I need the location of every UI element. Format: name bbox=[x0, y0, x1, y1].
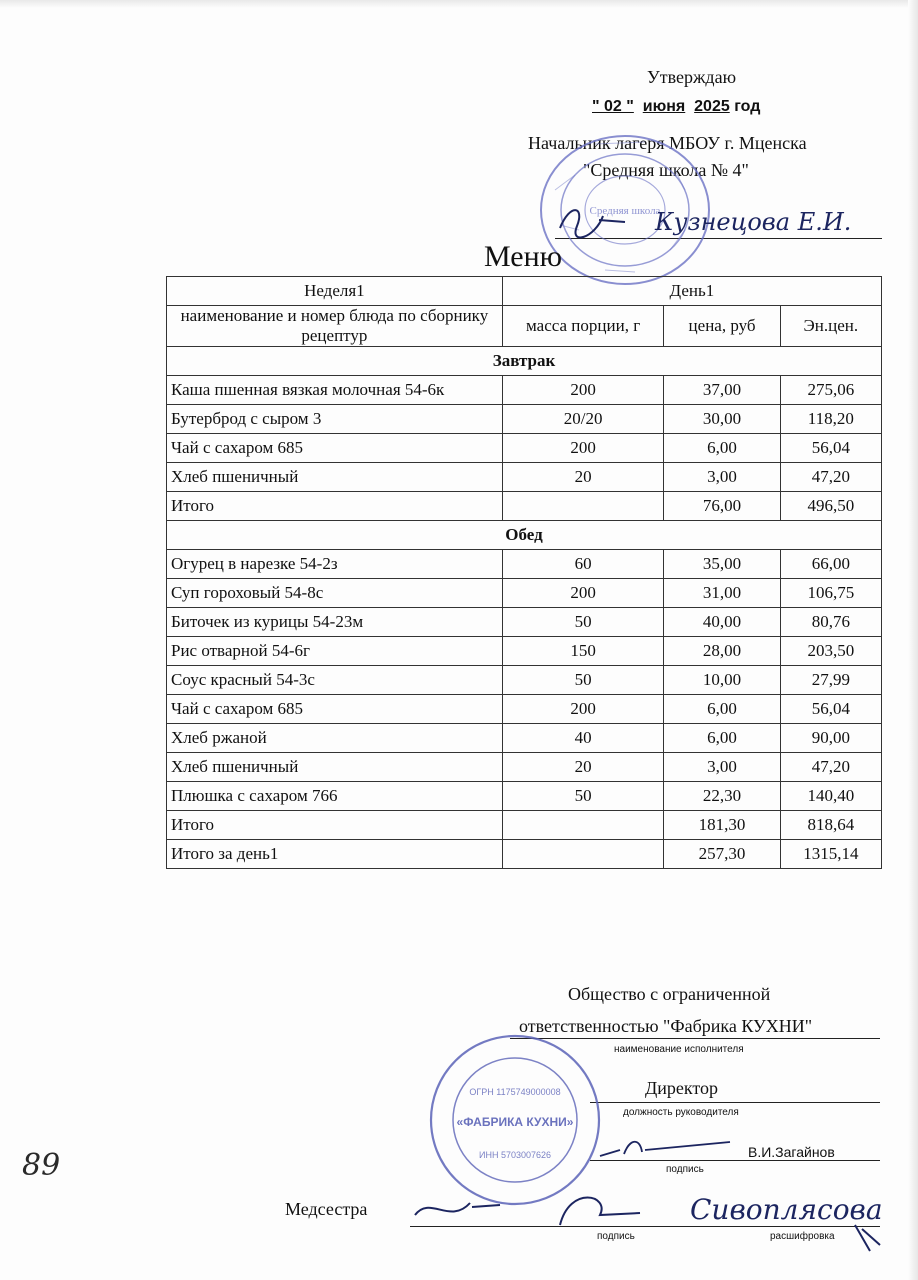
day-cell: День1 bbox=[502, 277, 881, 306]
dish-energy: 140,40 bbox=[780, 782, 881, 811]
dish-mass: 200 bbox=[502, 695, 664, 724]
dish-mass: 20/20 bbox=[502, 405, 664, 434]
dish-price: 3,00 bbox=[664, 463, 780, 492]
margin-note: 89 bbox=[22, 1148, 61, 1183]
company-stamp bbox=[425, 1030, 605, 1210]
total-energy: 496,50 bbox=[780, 492, 881, 521]
total-mass bbox=[502, 492, 664, 521]
approval-date-month: июня bbox=[642, 98, 686, 115]
dish-name: Хлеб пшеничный bbox=[167, 753, 503, 782]
dish-energy: 80,76 bbox=[780, 608, 881, 637]
day-total-price: 257,30 bbox=[664, 840, 780, 869]
header-price: цена, руб bbox=[664, 306, 780, 347]
dish-energy: 27,99 bbox=[780, 666, 881, 695]
day-total-energy: 1315,14 bbox=[780, 840, 881, 869]
dish-price: 6,00 bbox=[664, 434, 780, 463]
menu-title: Меню bbox=[484, 240, 563, 273]
dish-name: Хлеб ржаной bbox=[167, 724, 503, 753]
dish-mass: 50 bbox=[502, 782, 664, 811]
director-name: В.И.Загайнов bbox=[748, 1144, 835, 1160]
table-row bbox=[167, 753, 882, 782]
dish-name: Чай с сахаром 685 bbox=[167, 434, 503, 463]
table-row bbox=[167, 579, 882, 608]
week-cell: Неделя1 bbox=[167, 277, 503, 306]
approval-position-line2: "Средняя школа № 4" bbox=[583, 160, 749, 180]
dish-name: Плюшка с сахаром 766 bbox=[167, 782, 503, 811]
total-label: Итого bbox=[167, 492, 503, 521]
dish-mass: 60 bbox=[502, 550, 664, 579]
dish-mass: 50 bbox=[502, 608, 664, 637]
dish-name: Рис отварной 54-6г bbox=[167, 637, 503, 666]
director-signature bbox=[590, 1128, 750, 1168]
day-total-row bbox=[167, 840, 882, 869]
section-lunch bbox=[167, 521, 882, 550]
dish-price: 30,00 bbox=[664, 405, 780, 434]
day-total-mass bbox=[502, 840, 664, 869]
table-row bbox=[167, 666, 882, 695]
dish-energy: 203,50 bbox=[780, 637, 881, 666]
dish-mass: 50 bbox=[502, 666, 664, 695]
approval-date bbox=[592, 98, 760, 116]
dish-price: 10,00 bbox=[664, 666, 780, 695]
dish-name: Огурец в нарезке 54-2з bbox=[167, 550, 503, 579]
dish-energy: 56,04 bbox=[780, 434, 881, 463]
nurse-signature-text: Сивоплясова bbox=[690, 1193, 883, 1226]
page-edge-top bbox=[0, 0, 918, 8]
table-header-columns-row bbox=[167, 306, 882, 347]
dish-mass: 150 bbox=[502, 637, 664, 666]
dish-energy: 275,06 bbox=[780, 376, 881, 405]
table-row bbox=[167, 434, 882, 463]
total-price: 181,30 bbox=[664, 811, 780, 840]
dish-price: 22,30 bbox=[664, 782, 780, 811]
dish-price: 40,00 bbox=[664, 608, 780, 637]
dish-name: Чай с сахаром 685 bbox=[167, 695, 503, 724]
dish-name: Соус красный 54-3с bbox=[167, 666, 503, 695]
table-row bbox=[167, 463, 882, 492]
dish-price: 3,00 bbox=[664, 753, 780, 782]
section-breakfast bbox=[167, 347, 882, 376]
table-row bbox=[167, 782, 882, 811]
dish-price: 28,00 bbox=[664, 637, 780, 666]
dish-price: 35,00 bbox=[664, 550, 780, 579]
table-row bbox=[167, 405, 882, 434]
executor-position-line bbox=[590, 1102, 880, 1103]
dish-mass: 200 bbox=[502, 434, 664, 463]
company-stamp-ogrn: ОГРН 1175749000008 bbox=[469, 1087, 561, 1097]
executor-position-caption: должность руководителя bbox=[623, 1107, 739, 1118]
dish-mass: 200 bbox=[502, 376, 664, 405]
dish-mass: 20 bbox=[502, 463, 664, 492]
table-row bbox=[167, 637, 882, 666]
approval-date-year: 2025 bbox=[694, 98, 730, 115]
dish-name: Суп гороховый 54-8с bbox=[167, 579, 503, 608]
nurse-signature-caption: подпись bbox=[597, 1231, 635, 1242]
dish-price: 6,00 bbox=[664, 695, 780, 724]
approval-position-line1: Начальник лагеря МБОУ г. Мценска bbox=[528, 133, 807, 153]
approval-signature bbox=[555, 198, 885, 248]
approval-signature-text: Кузнецова Е.И. bbox=[655, 208, 852, 236]
table-row bbox=[167, 695, 882, 724]
nurse-decode-caption: расшифровка bbox=[770, 1231, 835, 1242]
total-mass bbox=[502, 811, 664, 840]
lunch-total-row bbox=[167, 811, 882, 840]
company-stamp-inn: ИНН 5703007626 bbox=[478, 1150, 552, 1160]
nurse-signature bbox=[410, 1185, 890, 1255]
dish-name: Биточек из курицы 54-23м bbox=[167, 608, 503, 637]
dish-energy: 47,20 bbox=[780, 463, 881, 492]
company-stamp-center: «ФАБРИКА КУХНИ» bbox=[456, 1115, 574, 1129]
table-row bbox=[167, 724, 882, 753]
total-label: Итого bbox=[167, 811, 503, 840]
approval-date-suffix: год bbox=[734, 98, 761, 115]
executor-position: Директор bbox=[645, 1078, 719, 1098]
dish-energy: 118,20 bbox=[780, 405, 881, 434]
page-edge-right bbox=[908, 0, 918, 1280]
table-row bbox=[167, 550, 882, 579]
director-signature-caption: подпись bbox=[666, 1164, 704, 1175]
nurse-label: Медсестра bbox=[285, 1199, 368, 1219]
table-header-week-row bbox=[167, 277, 882, 306]
header-energy: Эн.цен. bbox=[780, 306, 881, 347]
executor-org-line1: Общество с ограниченной bbox=[568, 984, 771, 1004]
approval-title: Утверждаю bbox=[647, 67, 737, 87]
table-row bbox=[167, 608, 882, 637]
table-row bbox=[167, 376, 882, 405]
header-name: наименование и номер блюда по сборнику рецептур bbox=[167, 306, 503, 347]
dish-energy: 106,75 bbox=[780, 579, 881, 608]
breakfast-total-row bbox=[167, 492, 882, 521]
dish-price: 37,00 bbox=[664, 376, 780, 405]
dish-energy: 56,04 bbox=[780, 695, 881, 724]
section-title: Завтрак bbox=[167, 347, 882, 376]
approval-date-day: " 02 " bbox=[592, 98, 634, 115]
section-title: Обед bbox=[167, 521, 882, 550]
dish-name: Каша пшенная вязкая молочная 54-6к bbox=[167, 376, 503, 405]
dish-mass: 40 bbox=[502, 724, 664, 753]
dish-energy: 90,00 bbox=[780, 724, 881, 753]
header-mass: масса порции, г bbox=[502, 306, 664, 347]
menu-table bbox=[166, 276, 882, 869]
total-price: 76,00 bbox=[664, 492, 780, 521]
school-stamp-center: Средняя школа bbox=[589, 205, 661, 217]
dish-price: 31,00 bbox=[664, 579, 780, 608]
executor-org-caption: наименование исполнителя bbox=[614, 1044, 744, 1055]
dish-mass: 20 bbox=[502, 753, 664, 782]
dish-name: Бутерброд с сыром 3 bbox=[167, 405, 503, 434]
total-energy: 818,64 bbox=[780, 811, 881, 840]
dish-mass: 200 bbox=[502, 579, 664, 608]
executor-org-line2: ответственностью "Фабрика КУХНИ" bbox=[519, 1016, 813, 1036]
dish-price: 6,00 bbox=[664, 724, 780, 753]
dish-energy: 47,20 bbox=[780, 753, 881, 782]
day-total-label: Итого за день1 bbox=[167, 840, 503, 869]
dish-energy: 66,00 bbox=[780, 550, 881, 579]
dish-name: Хлеб пшеничный bbox=[167, 463, 503, 492]
